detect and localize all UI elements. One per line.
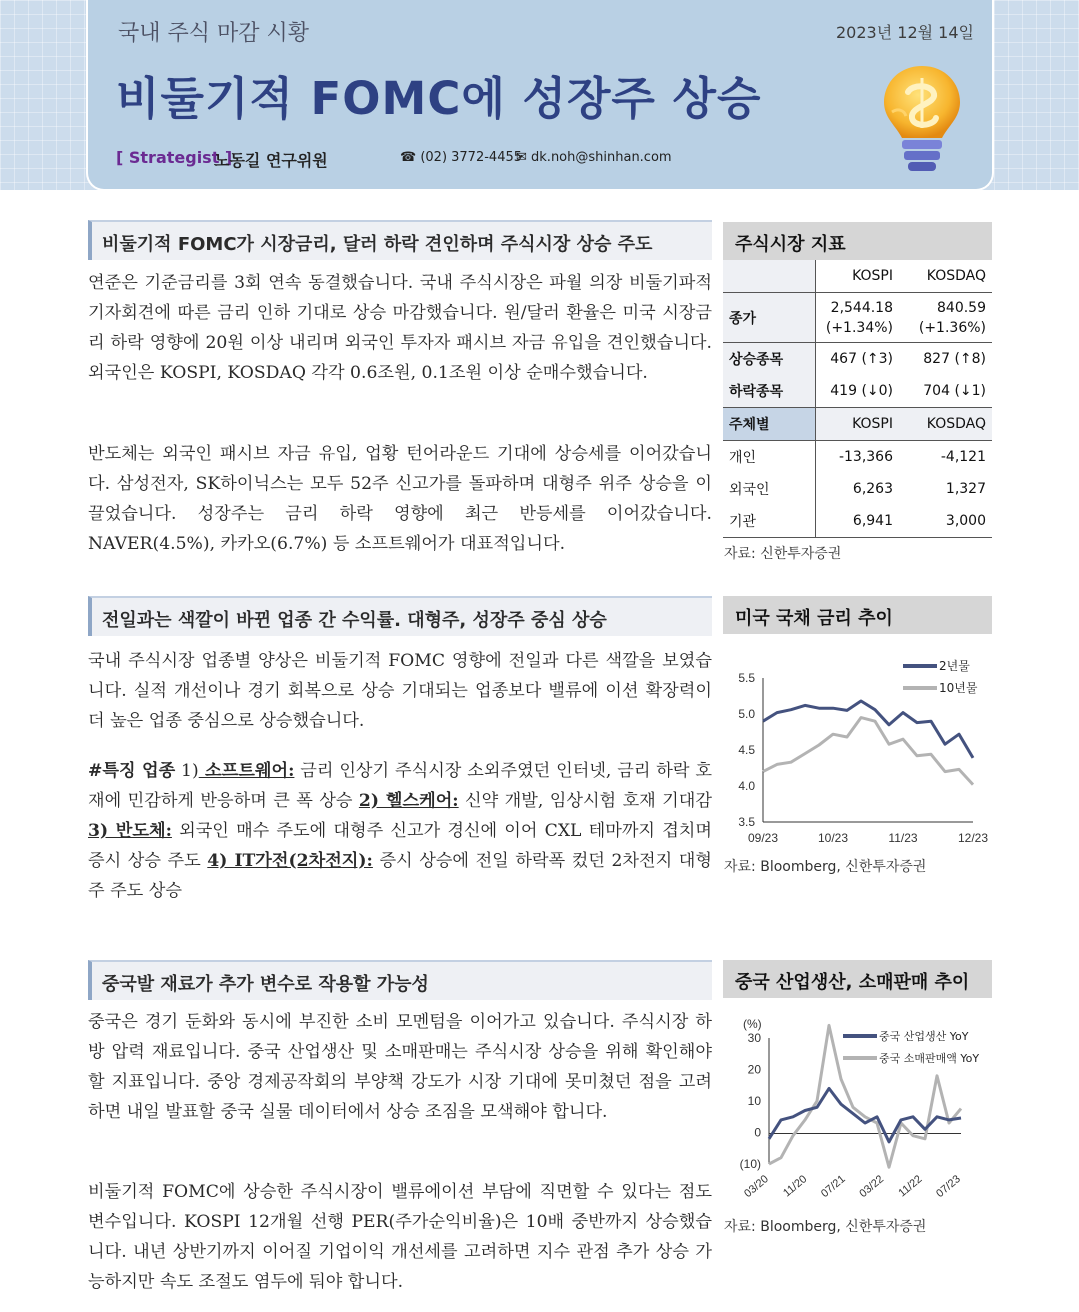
- close-kospi-change: (+1.34%): [825, 319, 893, 336]
- cn-chart-heading-text: 중국 산업생산, 소매판매 추이: [735, 972, 970, 993]
- section-heading-text: 전일과는 색깔이 바뀐 업종 간 수익률. 대형주, 성장주 중심 상승: [102, 610, 607, 631]
- investor-label: 외국인: [723, 473, 815, 505]
- x-tick-label: 12/23: [957, 831, 989, 845]
- y-tick-label: 3.5: [738, 815, 755, 829]
- col-kospi-2: KOSPI: [815, 408, 899, 441]
- sector-software: 소프트웨어:: [198, 761, 295, 781]
- x-tick-label: 07/23: [934, 1173, 963, 1200]
- close-kospi-value: 2,544.18: [830, 299, 893, 316]
- table-row: [723, 505, 992, 538]
- decliners-kosdaq: 704 (↓1): [923, 383, 986, 399]
- section-heading-text: 중국발 재료가 추가 변수로 작용할 가능성: [102, 974, 429, 995]
- section-heading-fomc: [88, 220, 712, 260]
- report-date: 2023년 12월 14일: [836, 23, 974, 42]
- indicators-source: 자료: 신한투자증권: [724, 546, 842, 562]
- y-tick-label: (10): [739, 1157, 761, 1171]
- section-heading-text: 비둘기적 FOMC가 시장금리, 달러 하락 견인하며 주식시장 상승 주도: [102, 234, 653, 255]
- col-kosdaq-2: KOSDAQ: [899, 408, 992, 441]
- sector-it-appliance-text: 증시 상승에 전일 하락폭 컸던 2차전지 대형주 주도 상승: [88, 851, 712, 901]
- col-kosdaq: KOSDAQ: [926, 268, 986, 284]
- item-number: 1): [175, 761, 199, 781]
- table-corner: [723, 260, 815, 293]
- x-tick-label: 10/23: [817, 831, 849, 845]
- investor-kosdaq: 1,327: [945, 481, 986, 497]
- report-kicker: 국내 주식 마감 시황: [118, 21, 309, 46]
- advancers-kospi: 467 (↑3): [830, 351, 893, 367]
- y-tick-label: 20: [747, 1062, 761, 1077]
- row-label-decliners: 하락종목: [723, 375, 815, 408]
- series-line-1: [769, 1025, 961, 1167]
- investor-kospi: 6,263: [852, 481, 893, 497]
- row-label-advancers: 상승종목: [723, 343, 815, 376]
- lightbulb-icon: [878, 62, 966, 174]
- cn-chart-heading: [723, 960, 992, 998]
- sector-semiconductor: 3) 반도체:: [88, 821, 172, 841]
- indicators-heading-text: 주식시장 지표: [735, 234, 846, 255]
- sector-it-appliance: 4) IT가전(2차전지):: [207, 851, 373, 871]
- row-label-investor: 주체별: [723, 408, 815, 441]
- close-kosdaq-value: 840.59: [937, 299, 986, 316]
- sector-healthcare: 2) 헬스케어:: [358, 791, 459, 811]
- investor-label: 기관: [723, 505, 815, 538]
- section2-paragraph-1: 국내 주식시장 업종별 양상은 비둘기적 FOMC 영향에 전일과 다른 색깔을 보였습니다. 실적 개선이나 경기 회복으로 상승 기대되는 업종보다 밸류에 이션 확장력이 더 높은 업종 중심으로 상승했습니다.: [88, 651, 712, 731]
- y-tick-label: 0: [754, 1125, 761, 1140]
- table-header-row: [723, 260, 992, 293]
- section2-paragraph-2: [88, 756, 712, 906]
- table-row: [723, 293, 992, 343]
- section-heading-china: [88, 960, 712, 1000]
- strategist-tag: [ Strategist ]: [116, 148, 233, 167]
- us-chart-source: 자료: Bloomberg, 신한투자증권: [724, 859, 927, 875]
- section1-paragraph-2: 반도체는 외국인 패시브 자금 유입, 업황 턴어라운드 기대에 상승세를 이어갔습니다. 삼성전자, SK하이닉스는 모두 52주 신고가를 돌파하며 대형주 위주 상승을 이끌었습니다. 성장주는 금리 하락 영향에 최근 반등세를 이어갔습니다. NAVER(4.5%), 카카오(6.7%) 등 소프트웨어가 대표적입니다.: [88, 444, 712, 554]
- report-title: 비둘기적 FOMC에 성장주 상승: [116, 72, 762, 125]
- market-indicators-table: [723, 260, 992, 538]
- close-kospi: [815, 293, 899, 343]
- y-axis-label: (%): [743, 1017, 762, 1031]
- cn-chart-source: 자료: Bloomberg, 신한투자증권: [724, 1219, 927, 1235]
- us-chart-heading-text: 미국 국채 금리 추이: [735, 608, 893, 629]
- col-kospi: KOSPI: [852, 268, 893, 284]
- series-line-0: [763, 701, 973, 758]
- china-activity-chart: [723, 1000, 992, 1210]
- legend-label: 2년물: [939, 659, 970, 673]
- section1-paragraph-1: 연준은 기준금리를 3회 연속 동결했습니다. 국내 주식시장은 파월 의장 비둘기파적 기자회견에 따른 금리 인하 기대로 상승 마감했습니다. 원/달러 환율은 미국 시장금리 하락 영향에 20원 이상 내리며 외국인 투자자 패시브 자금 유입을 견인했습니다. 외국인은 KOSPI, KOSDAQ 각각 0.6조원, 0.1조원 이상 순매수했습니다.: [88, 273, 712, 383]
- author-email[interactable]: ✉ dk.noh@shinhan.com: [516, 150, 672, 165]
- investor-kospi: 6,941: [852, 513, 893, 529]
- table-row: [723, 343, 992, 376]
- x-tick-label: 03/20: [742, 1173, 771, 1200]
- sector-healthcare-text: 신약 개발, 임상시험 호재 기대감: [458, 791, 712, 811]
- sector-software-text: 금리 인상기 주식시장 소외주였던 인터넷, 금리 하락 호재에 민감하게 반응하며 큰 폭 상승: [88, 761, 712, 811]
- section3-paragraph-2: 비둘기적 FOMC에 상승한 주식시장이 밸류에이션 부담에 직면할 수 있다는 점도 변수입니다. KOSPI 12개월 선행 PER(주가순익비율)은 10배 중반까지 상승했습니다. 내년 상반기까지 이어질 기업이익 개선세를 고려하면 지수 관점 추가 상승 가능하지만 속도 조절도 염두에 둬야 합니다.: [88, 1182, 712, 1292]
- row-label-close: 종가: [723, 293, 815, 343]
- sector-semiconductor-text: 외국인 매수 주도에 대형주 신고가 경신에 이어 CXL 테마까지 겹치며 증시 상승 주도: [88, 821, 713, 871]
- table-row: [723, 441, 992, 474]
- x-tick-label: 11/23: [888, 831, 918, 845]
- x-tick-label: 07/21: [818, 1173, 848, 1200]
- x-tick-label: 11/20: [781, 1173, 810, 1200]
- y-tick-label: 4.0: [738, 779, 755, 793]
- table-row: [723, 473, 992, 505]
- x-tick-label: 11/22: [896, 1173, 925, 1200]
- x-tick-label: 09/23: [747, 831, 779, 845]
- investor-label: 개인: [723, 441, 815, 474]
- x-tick-label: 03/22: [857, 1173, 887, 1200]
- y-tick-label: 10: [747, 1094, 761, 1108]
- series-line-1: [763, 718, 973, 785]
- indicators-heading: [723, 222, 992, 260]
- y-tick-label: 5.5: [738, 671, 755, 685]
- featured-sectors-lead: #특징 업종: [88, 761, 176, 781]
- section3-paragraph-1: 중국은 경기 둔화와 동시에 부진한 소비 모멘텀을 이어가고 있습니다. 주식시장 하방 압력 재료입니다. 중국 산업생산 및 소매판매는 주식시장 상승을 위해 확인해야 할 지표입니다. 중앙 경제공작회의 부양책 강도가 시장 기대에 못미쳤던 점을 고려하면 내일 발표할 중국 실물 데이터에서 상승 조짐을 모색해야 합니다.: [88, 1012, 712, 1122]
- legend-label: 중국 소매판매액 YoY: [879, 1052, 980, 1065]
- legend-label: 중국 산업생산 YoY: [879, 1030, 969, 1043]
- close-kosdaq-change: (+1.36%): [918, 319, 986, 336]
- author-phone: ☎ (02) 3772-4455: [400, 150, 523, 165]
- y-tick-label: 5.0: [738, 707, 755, 721]
- advancers-kosdaq: 827 (↑8): [923, 351, 986, 367]
- author-name: 노동길 연구위원: [214, 151, 328, 170]
- y-tick-label: 4.5: [738, 743, 755, 757]
- section-heading-sectors: [88, 596, 712, 636]
- us-chart-heading: [723, 596, 992, 634]
- legend-label: 10년물: [939, 681, 978, 695]
- us-treasury-chart: [723, 648, 992, 848]
- decliners-kospi: 419 (↓0): [830, 383, 893, 399]
- y-tick-label: 30: [747, 1031, 761, 1045]
- table-row: [723, 375, 992, 408]
- investor-kospi: -13,366: [838, 449, 893, 465]
- investor-kosdaq: -4,121: [940, 449, 986, 465]
- investor-kosdaq: 3,000: [945, 513, 986, 529]
- close-kosdaq: [899, 293, 992, 343]
- table-subheader-row: [723, 408, 992, 441]
